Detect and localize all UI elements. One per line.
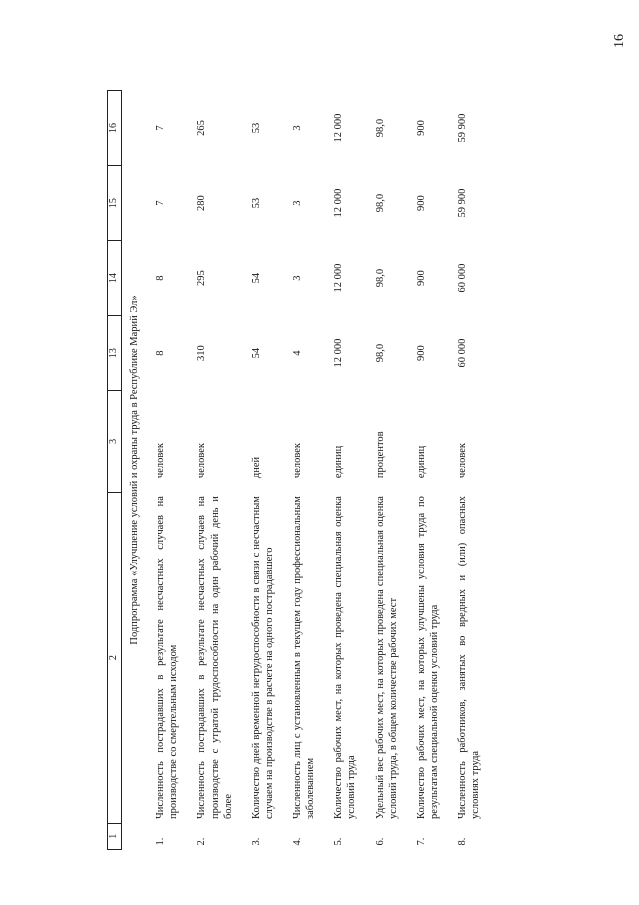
value-col-13: 310 (196, 345, 208, 361)
value-col-15: 900 (415, 195, 427, 211)
value-col-15: 53 (250, 197, 262, 209)
table-row (245, 91, 286, 850)
row-number: 8. (457, 837, 468, 846)
row-number: 3. (250, 837, 262, 846)
row-number: 1. (155, 837, 167, 846)
indicator-name: Численность работников, занятых во вредных и (или) опасных условиях труда (457, 496, 482, 820)
table-row (451, 91, 492, 850)
header-col-15: 15 (108, 166, 122, 241)
indicators-table (107, 90, 492, 850)
row-number: 4. (292, 837, 303, 846)
indicator-name: Численность пострадавших в результате несчастных случаев на производстве со смертельным исходом (155, 496, 180, 820)
indicator-name: Количество рабочих мест, на которых проведена специальная оценка условий труда (333, 496, 358, 820)
value-col-15: 280 (196, 195, 208, 211)
row-number: 6. (374, 837, 386, 846)
value-col-16: 3 (292, 125, 303, 131)
row-number: 5. (333, 837, 345, 846)
value-col-15: 59 900 (457, 188, 468, 218)
value-col-13: 12 000 (333, 338, 345, 368)
unit-of-measure: единиц (415, 445, 427, 479)
table-row (369, 91, 410, 850)
subprogram-title-row (122, 91, 150, 850)
unit-of-measure: дней (250, 456, 262, 479)
value-col-15: 7 (155, 200, 167, 206)
unit-of-measure: процентов (374, 431, 386, 479)
value-col-16: 7 (155, 125, 167, 131)
row-number: 2. (196, 837, 208, 846)
value-col-13: 8 (155, 350, 167, 356)
value-col-16: 265 (196, 120, 208, 136)
header-col-16: 16 (108, 91, 122, 166)
value-col-16: 98,0 (374, 118, 386, 138)
value-col-13: 900 (415, 345, 427, 361)
value-col-15: 98,0 (374, 193, 386, 213)
value-col-16: 53 (250, 122, 262, 134)
unit-of-measure: человек (457, 442, 468, 479)
value-col-14: 60 000 (457, 263, 468, 293)
value-col-13: 54 (250, 347, 262, 359)
header-col-14: 14 (108, 241, 122, 316)
unit-of-measure: человек (155, 442, 167, 479)
table-row (410, 91, 451, 850)
header-col-2: 2 (108, 492, 122, 823)
value-col-14: 98,0 (374, 268, 386, 288)
value-col-14: 12 000 (333, 263, 345, 293)
row-number: 7. (415, 837, 427, 846)
indicator-name: Количество дней временной нетрудоспособности в связи с несчастным случаем на производстве в расчете на одного пострадавшего (250, 496, 275, 820)
table-row (149, 91, 190, 850)
table-row (327, 91, 368, 850)
value-col-16: 12 000 (333, 113, 345, 143)
header-col-3: 3 (108, 391, 122, 492)
value-col-14: 900 (415, 270, 427, 286)
value-col-14: 8 (155, 275, 167, 281)
value-col-15: 12 000 (333, 188, 345, 218)
value-col-13: 60 000 (457, 338, 468, 368)
indicator-name: Количество рабочих мест, на которых улучшены условия труда по результатам специальной оценки условий труда (415, 496, 440, 820)
indicator-name: Численность пострадавших в результате несчастных случаев на производстве с утратой трудоспособности на один рабочий день и более (196, 496, 234, 820)
rotated-table-container (107, 90, 537, 850)
table-row (286, 91, 327, 850)
value-col-13: 4 (292, 350, 303, 356)
unit-of-measure: единиц (333, 445, 345, 479)
table-header-row (108, 91, 122, 850)
value-col-14: 3 (292, 275, 303, 281)
indicator-name: Удельный вес рабочих мест, на которых проведена специальная оценка условий труда, в общем количестве рабочих мест (374, 496, 399, 820)
unit-of-measure: человек (196, 442, 208, 479)
value-col-16: 900 (415, 120, 427, 136)
value-col-13: 98,0 (374, 343, 386, 363)
table-row (190, 91, 244, 850)
indicator-name: Численность лиц с установленным в текущем году профессиональным заболеванием (292, 496, 317, 820)
header-col-13: 13 (108, 316, 122, 391)
unit-of-measure: человек (292, 442, 303, 479)
page-number: 16 (612, 34, 627, 48)
value-col-15: 3 (292, 200, 303, 206)
value-col-16: 59 900 (457, 113, 468, 143)
subprogram-title: Подпрограмма «Улучшение условий и охраны труда в Республике Марий Эл» (129, 295, 140, 645)
value-col-14: 54 (250, 272, 262, 284)
header-col-1: 1 (108, 823, 122, 849)
value-col-14: 295 (196, 270, 208, 286)
